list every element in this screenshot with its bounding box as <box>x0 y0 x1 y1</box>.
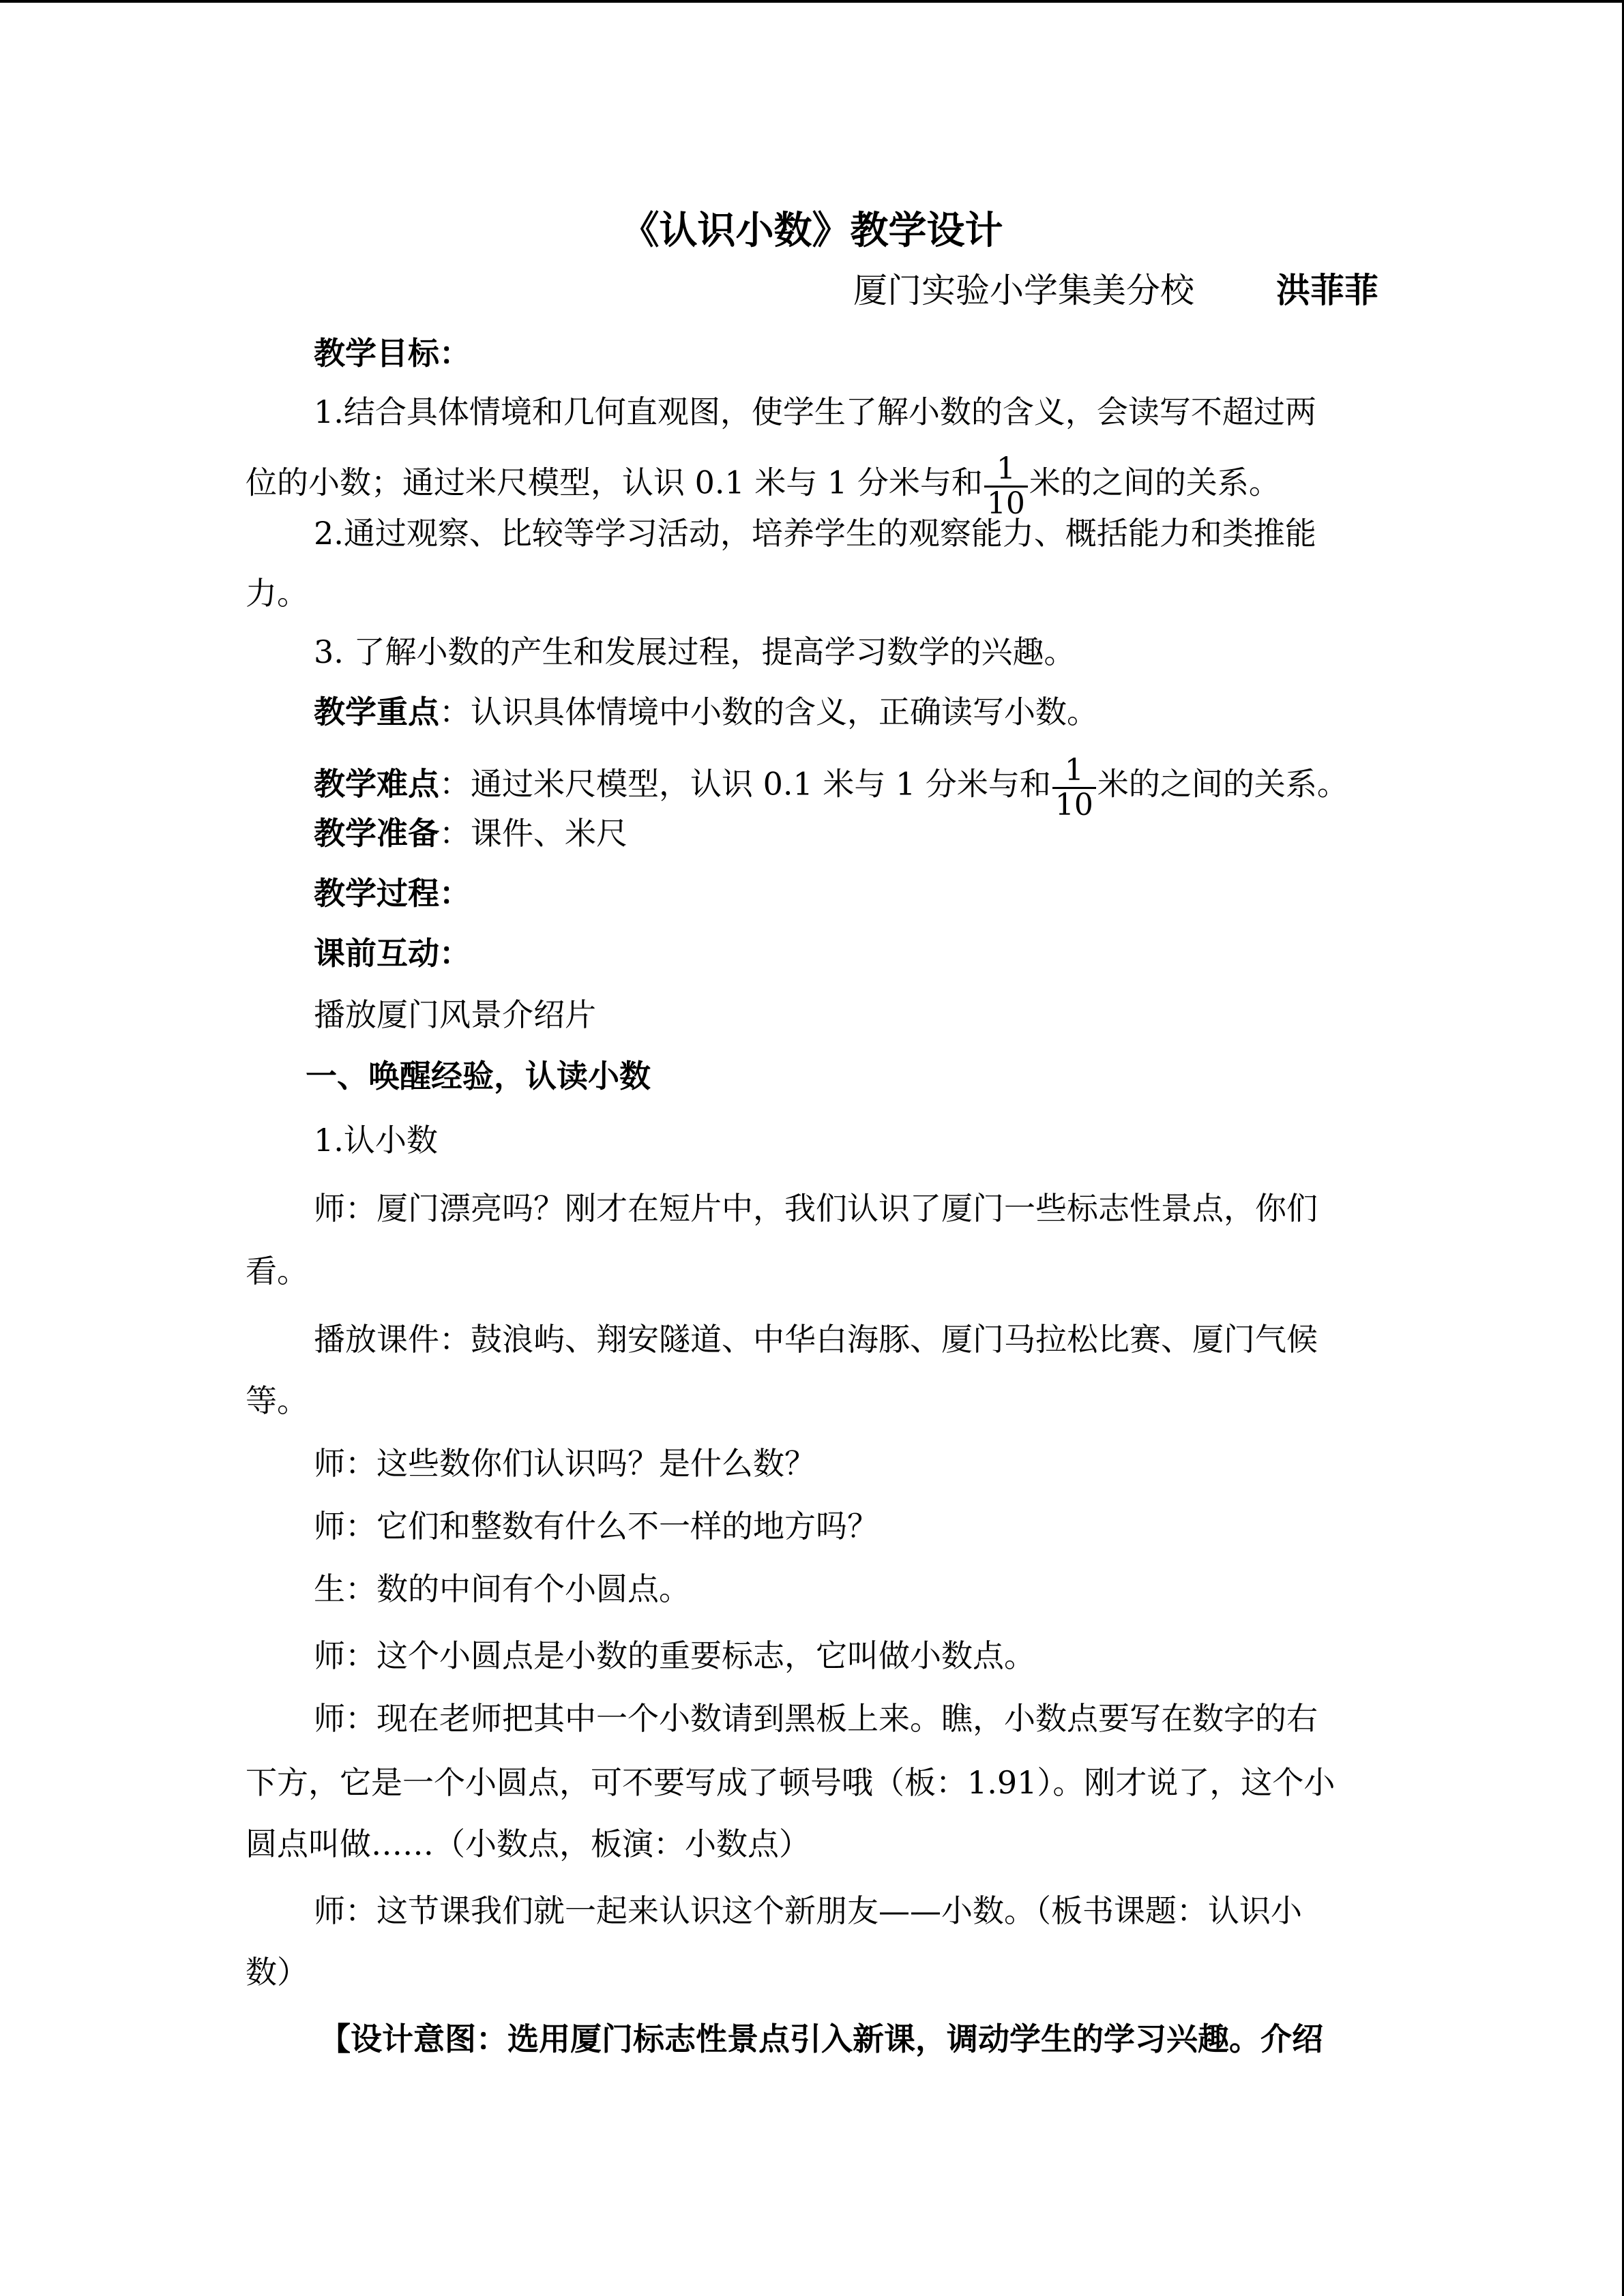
key-point <box>314 691 1098 732</box>
dialogue-1-line-2: 看。 <box>246 1253 308 1289</box>
dialogue-4: 生：数的中间有个小圆点。 <box>314 1570 690 1607</box>
courseware-line-1: 播放课件：鼓浪屿、翔安隧道、中华白海豚、厦门马拉松比赛、厦门气候 <box>314 1321 1318 1358</box>
objective-1-fraction <box>984 453 1028 520</box>
section-1-heading: 一、唤醒经验，认读小数 <box>306 1058 651 1094</box>
objectives-heading: 教学目标： <box>314 335 471 372</box>
page-top-border <box>0 0 1624 3</box>
preparation <box>314 813 628 854</box>
difficulty-label: 教学难点 <box>314 765 439 803</box>
pre-class-heading: 课前互动： <box>314 935 471 972</box>
difficulty-text-before: ：通过米尺模型，认识 0.1 米与 1 分米与和 <box>439 765 1051 803</box>
key-point-label: 教学重点 <box>314 694 439 730</box>
dialogue-6-line-2: 下方，它是一个小圆点，可不要写成了顿号哦（板：1.91）。刚才说了，这个小 <box>246 1764 1335 1801</box>
fraction-denominator: 10 <box>986 486 1025 521</box>
dialogue-5: 师：这个小圆点是小数的重要标志，它叫做小数点。 <box>314 1637 1035 1674</box>
dialogue-7-line-1: 师：这节课我们就一起来认识这个新朋友——小数。（板书课题：认识小 <box>314 1892 1302 1929</box>
dialogue-6-line-1: 师：现在老师把其中一个小数请到黑板上来。瞧，小数点要写在数字的右 <box>314 1700 1318 1737</box>
dialogue-1-line-1: 师：厦门漂亮吗？刚才在短片中，我们认识了厦门一些标志性景点，你们 <box>314 1190 1318 1227</box>
dialogue-6-line-3: 圆点叫做……（小数点，板演：小数点） <box>246 1825 810 1862</box>
fraction-numerator: 1 <box>1052 754 1096 789</box>
difficulty-text-after: 米的之间的关系。 <box>1097 765 1348 803</box>
section-1-sub-1: 1.认小数 <box>314 1122 438 1159</box>
pre-class-text: 播放厦门风景介绍片 <box>314 996 596 1033</box>
author-name: 洪菲菲 <box>1276 271 1378 310</box>
fraction-numerator: 1 <box>984 453 1028 488</box>
objective-2-line-2: 力。 <box>246 575 308 612</box>
objective-1-text-before: 位的小数；通过米尺模型，认识 0.1 米与 1 分米与和 <box>246 464 983 501</box>
author-school: 厦门实验小学集美分校 <box>853 271 1194 310</box>
preparation-label: 教学准备 <box>314 815 439 852</box>
fraction-denominator: 10 <box>1054 788 1093 822</box>
objective-1-line-1: 1.结合具体情境和几何直观图，使学生了解小数的含义，会读写不超过两 <box>314 393 1316 430</box>
dialogue-7-line-2: 数） <box>246 1954 308 1991</box>
process-heading: 教学过程： <box>314 875 471 912</box>
dialogue-2: 师：这些数你们认识吗？是什么数？ <box>314 1445 816 1482</box>
objective-2-line-1: 2.通过观察、比较等学习活动，培养学生的观察能力、概括能力和类推能 <box>314 515 1316 552</box>
design-intent: 【设计意图：选用厦门标志性景点引入新课，调动学生的学习兴趣。介绍 <box>319 2021 1323 2057</box>
objective-1-text-after: 米的之间的关系。 <box>1029 464 1280 501</box>
objective-1-line-2 <box>246 451 1280 521</box>
difficulty-fraction <box>1052 754 1096 822</box>
preparation-text: ：课件、米尺 <box>439 815 628 852</box>
objective-3: 3. 了解小数的产生和发展过程，提高学习数学的兴趣。 <box>314 633 1076 670</box>
dialogue-3: 师：它们和整数有什么不一样的地方吗？ <box>314 1508 879 1545</box>
key-point-text: ：认识具体情境中小数的含义，正确读写小数。 <box>439 694 1098 730</box>
courseware-line-2: 等。 <box>246 1382 308 1419</box>
difficulty <box>314 753 1348 822</box>
author-line <box>853 269 1378 312</box>
document-title: 《认识小数》教学设计 <box>621 209 1003 253</box>
